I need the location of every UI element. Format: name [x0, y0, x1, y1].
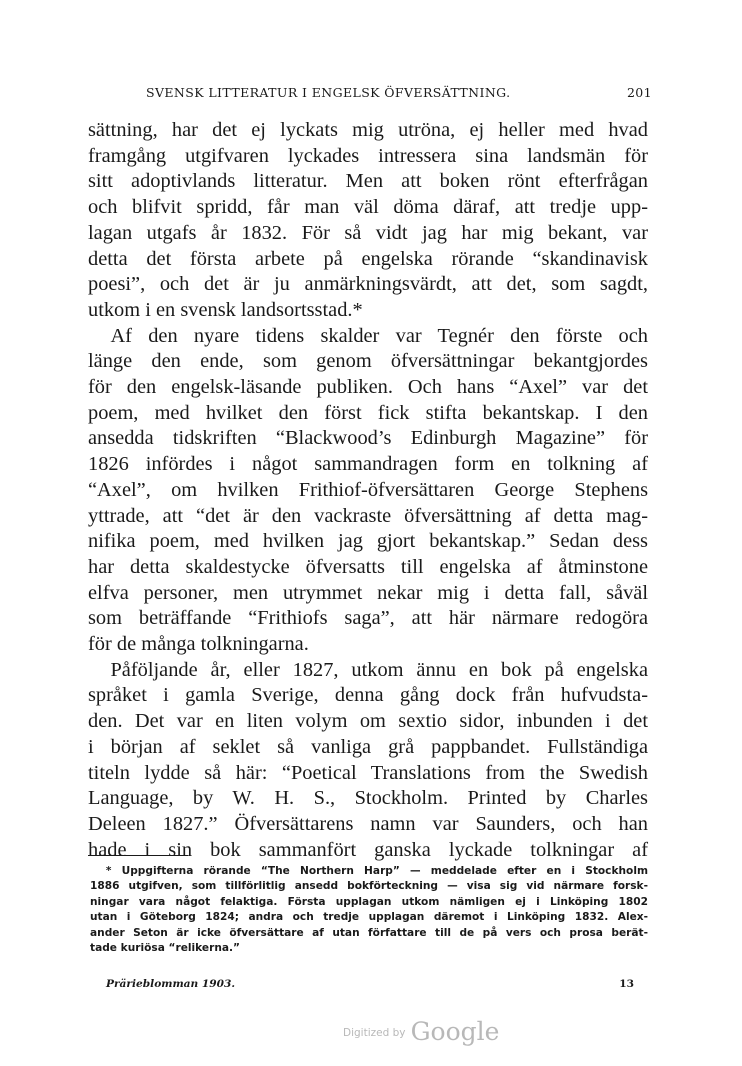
body-line: framgång utgifvaren lyckades intressera sina landsmän för: [88, 144, 648, 167]
signature-text: Prärieblomman 1903.: [106, 978, 236, 990]
body-line: har detta skaldestycke öfversatts till engelska af åtminstone: [88, 555, 648, 578]
body-line: “Axel”, om hvilken Frithiof-öfversättaren George Stephens: [88, 478, 648, 501]
body-line: för den engelsk-läsande publiken. Och hans “Axel” var det: [88, 376, 648, 399]
body-text: [88, 118, 648, 863]
body-line: och blifvit spridd, får man väl döma däraf, att tredje upp-: [88, 196, 648, 219]
body-line: 1826 infördes i något sammandragen form en tolkning af: [88, 453, 648, 476]
google-logo: Google: [410, 1017, 500, 1046]
footnote-line: * Uppgifterna rörande “The Northern Harp” — meddelade efter en i Stockholm: [105, 865, 648, 877]
page-number: 201: [626, 85, 652, 100]
sheet-number: 13: [619, 978, 634, 990]
body-line: elfva personer, men utrymmet nekar mig i detta fall, såväl: [88, 581, 648, 604]
body-line: ansedda tidskriften “Blackwood’s Edinburgh Magazine” för: [88, 427, 648, 450]
running-header: [146, 85, 652, 100]
body-line: lagan utgafs år 1832. För så vidt jag har mig bekant, var: [88, 221, 648, 244]
body-line: titeln lydde så här: “Poetical Translations from the Swedish: [88, 761, 648, 784]
footnote-line: ningar vara något felaktiga. Första upplagan utkom nämligen ej i Linköping 1802: [90, 895, 648, 908]
body-line: yttrade, att “det är den vackraste öfversättning af detta mag-: [88, 504, 648, 527]
running-header-title: SVENSK LITTERATUR I ENGELSK ÖFVERSÄTTNING.: [146, 85, 511, 100]
body-line: länge den ende, som genom öfversättningar bekantgjordes: [88, 350, 648, 373]
body-line: Påföljande år, eller 1827, utkom ännu en bok på engelska: [110, 658, 648, 681]
digitized-by-text: Digitized by: [343, 1027, 406, 1039]
footnote-line: ander Seton är icke öfversättare af utan författare till de på vers och prosa berät-: [90, 926, 648, 939]
digitized-watermark: [343, 1017, 499, 1046]
body-line: Deleen 1827.” Öfversättarens namn var Saunders, och han: [88, 812, 648, 835]
footnote-divider: [88, 855, 188, 856]
body-line: detta det första arbete på engelska rörande “skandinavisk: [88, 247, 648, 270]
footnote-line: utan i Göteborg 1824; andra och tredje upplagan däremot i Linköping 1832. Alex-: [90, 911, 648, 924]
body-line: språket i gamla Sverige, denna gång dock från hufvudsta-: [88, 684, 648, 707]
footnote-line: tade kuriösa “relikerna.”: [90, 942, 241, 955]
body-line: Af den nyare tidens skalder var Tegnér den förste och: [110, 324, 648, 347]
footnote: [90, 864, 648, 956]
signature-line: [106, 978, 648, 990]
body-line: för de många tolkningarna.: [88, 633, 309, 656]
body-line: som beträffande “Frithiofs saga”, att här närmare redogöra: [88, 607, 648, 630]
body-line: utkom i en svensk landsortsstad.*: [88, 298, 363, 321]
body-line: den. Det var en liten volym om sextio sidor, inbunden i det: [88, 710, 648, 733]
footnote-line: 1886 utgifven, som tillförlitlig ansedd bokförteckning — visa sig vid närmare forsk-: [90, 880, 648, 893]
body-line: sitt adoptivlands litteratur. Men att boken rönt efterfrågan: [88, 170, 648, 193]
body-line: nifika poem, med hvilken jag gjort bekantskap.” Sedan dess: [88, 530, 648, 553]
body-line: poesi”, och det är ju anmärkningsvärdt, att det, som sagdt,: [88, 273, 648, 296]
body-line: poem, med hvilket den först fick stifta bekantskap. I den: [88, 401, 648, 424]
body-line: Language, by W. H. S., Stockholm. Printed by Charles: [88, 787, 648, 810]
body-line: sättning, har det ej lyckats mig utröna, ej heller med hvad: [88, 119, 648, 141]
body-line: hade i sin bok sammanfört ganska lyckade tolkningar af: [88, 838, 648, 861]
body-line: i början af seklet så vanliga grå pappbandet. Fullständiga: [88, 735, 648, 758]
